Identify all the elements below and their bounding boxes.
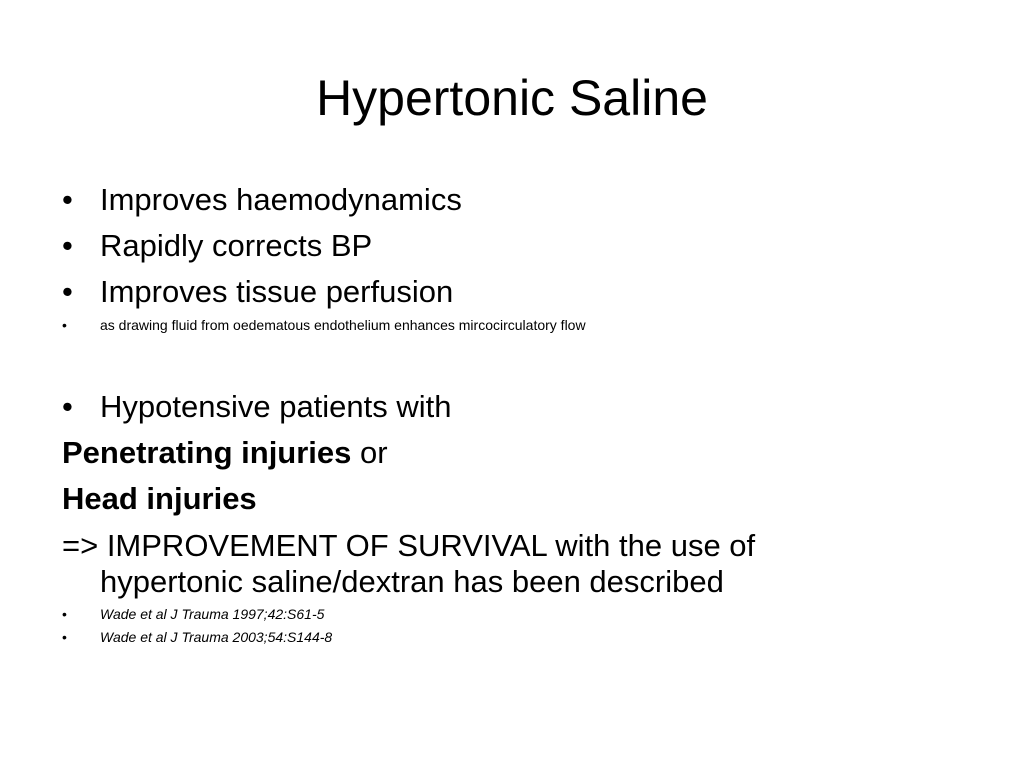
- reference-text: Wade et al J Trauma 2003;54:S144-8: [100, 629, 333, 645]
- bullet-text: Improves haemodynamics: [100, 182, 462, 217]
- bullet-glyph: •: [62, 274, 73, 309]
- bullet-glyph: •: [62, 182, 73, 217]
- bullet-item-haemodynamics: [62, 180, 962, 220]
- bullet-glyph: •: [62, 629, 67, 645]
- bullet-text: Improves tissue perfusion: [100, 274, 454, 309]
- penetrating-injuries-text: Penetrating injuries: [62, 435, 352, 470]
- improvement-text-2: hypertonic saline/dextran has been described: [100, 564, 724, 599]
- improvement-line-2: [100, 562, 980, 602]
- slide-title: Hypertonic Saline: [316, 70, 708, 126]
- bullet-item-hypotensive: [62, 387, 962, 427]
- bullet-item-bp: [62, 226, 962, 266]
- reference-text: Wade et al J Trauma 1997;42:S61-5: [100, 606, 325, 622]
- penetrating-injuries-line: [62, 433, 962, 473]
- bullet-glyph: •: [62, 317, 67, 333]
- improvement-line-1: [62, 526, 962, 566]
- bullet-item-perfusion: [62, 272, 962, 312]
- bullet-glyph: •: [62, 606, 67, 622]
- improvement-text-1: => IMPROVEMENT OF SURVIVAL with the use of: [62, 528, 756, 563]
- bullet-text: Rapidly corrects BP: [100, 228, 373, 263]
- or-text: or: [351, 435, 388, 470]
- bullet-glyph: •: [62, 228, 73, 263]
- bullet-text: Hypotensive patients with: [100, 389, 452, 424]
- sub-note-text: as drawing fluid from oedematous endothelium enhances mircocirculatory flow: [100, 317, 586, 333]
- reference-item: [62, 627, 962, 647]
- reference-item: [62, 604, 962, 624]
- head-injuries-text: Head injuries: [62, 481, 257, 516]
- sub-note-item: [62, 315, 962, 335]
- head-injuries-line: [62, 479, 962, 519]
- bullet-glyph: •: [62, 389, 73, 424]
